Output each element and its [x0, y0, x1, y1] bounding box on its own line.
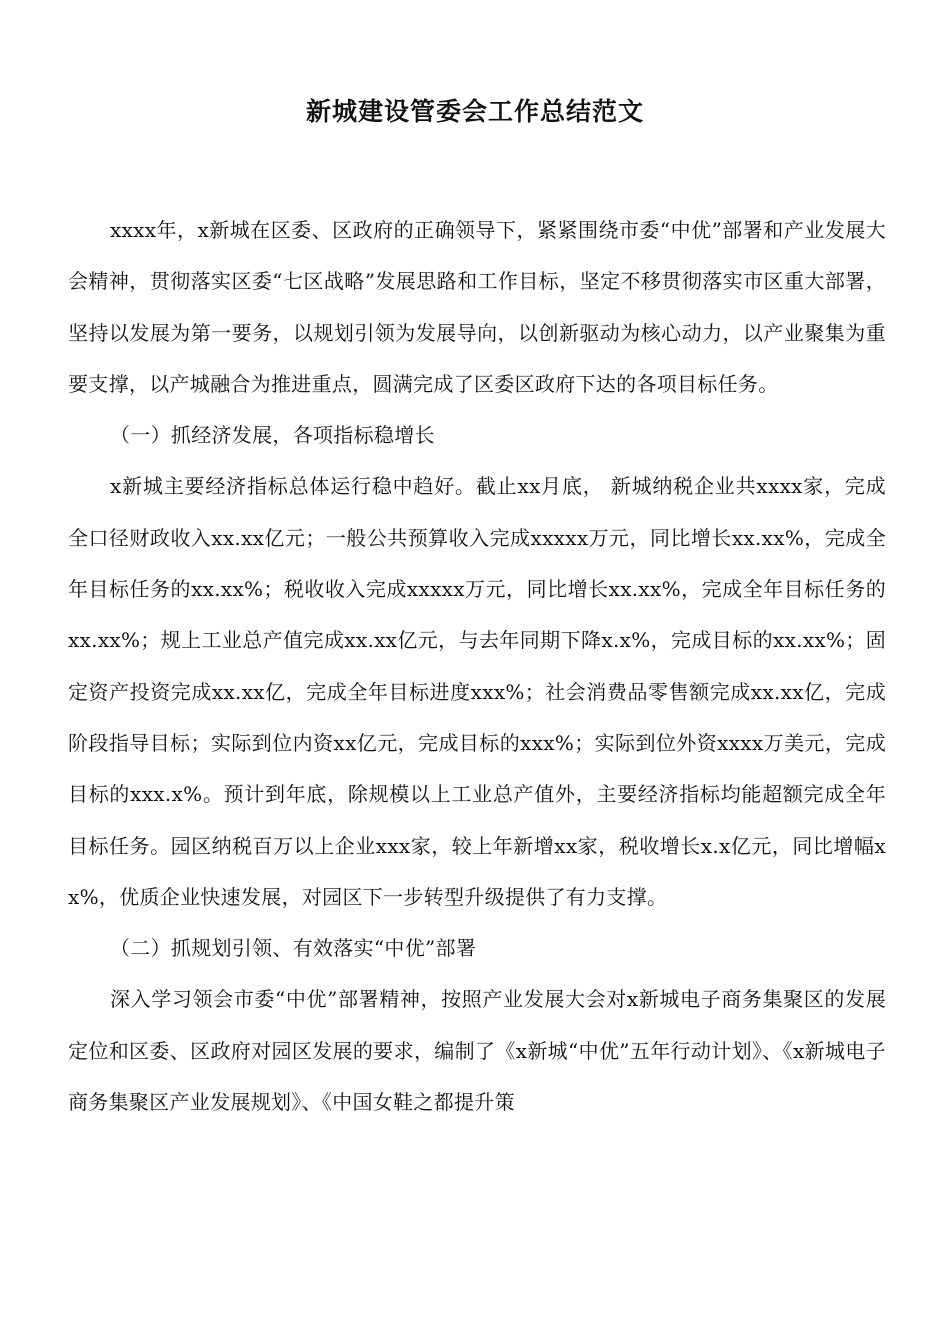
section-heading-1: （一）抓经济发展，各项指标稳增长 — [110, 423, 435, 448]
section-heading-2: （二）抓规划引领、有效落实“中优”部署 — [110, 936, 477, 961]
document-body — [68, 205, 886, 1128]
planning-paragraph: 深入学习领会市委“中优”部署精神，按照产业发展大会对x新城电子商务集聚区的发展定位和区委、区政府对园区发展的要求，编制了《x新城“中优”五年行动计划》、《x新城电子商务集聚区产业发展规划》、《中国女鞋之都提升策 — [68, 987, 886, 1115]
document-title: 新城建设管委会工作总结范文 — [305, 97, 644, 126]
intro-paragraph: xxxx年，x新城在区委、区政府的正确领导下，紧紧围绕市委“中优”部署和产业发展大会精神，贯彻落实区委“七区战略”发展思路和工作目标，坚定不移贯彻落实市区重大部署，坚持以发展为第一要务，以规划引领为发展导向，以创新驱动为核心动力，以产业聚集为重要支撑，以产城融合为推进重点，圆满完成了区委区政府下达的各项目标任务。 — [68, 218, 886, 396]
economy-paragraph: x新城主要经济指标总体运行稳中趋好。截止xx月底， 新城纳税企业共xxxx家，完成全口径财政收入xx.xx亿元；一般公共预算收入完成xxxxx万元，同比增长xx.xx%，完成全年目标任务的xx.xx%；税收收入完成xxxxx万元，同比增长xx.xx%，完成全年目标任务的xx.xx%；规上工业总产值完成xx.xx亿元，与去年同期下降x.x%，完成目标的xx.xx%；固定资产投资完成xx.xx亿，完成全年目标进度xxx%；社会消费品零售额完成xx.xx亿，完成阶段指导目标；实际到位内资xx亿元，完成目标的xxx%；实际到位外资xxxx万美元，完成目标的xxx.x%。预计到年底，除规模以上工业总产值外，主要经济指标均能超额完成全年目标任务。园区纳税百万以上企业xxx家，较上年新增xx家，税收增长x.x亿元，同比增幅xx%，优质企业快速发展，对园区下一步转型升级提供了有力支撑。 — [68, 474, 886, 909]
